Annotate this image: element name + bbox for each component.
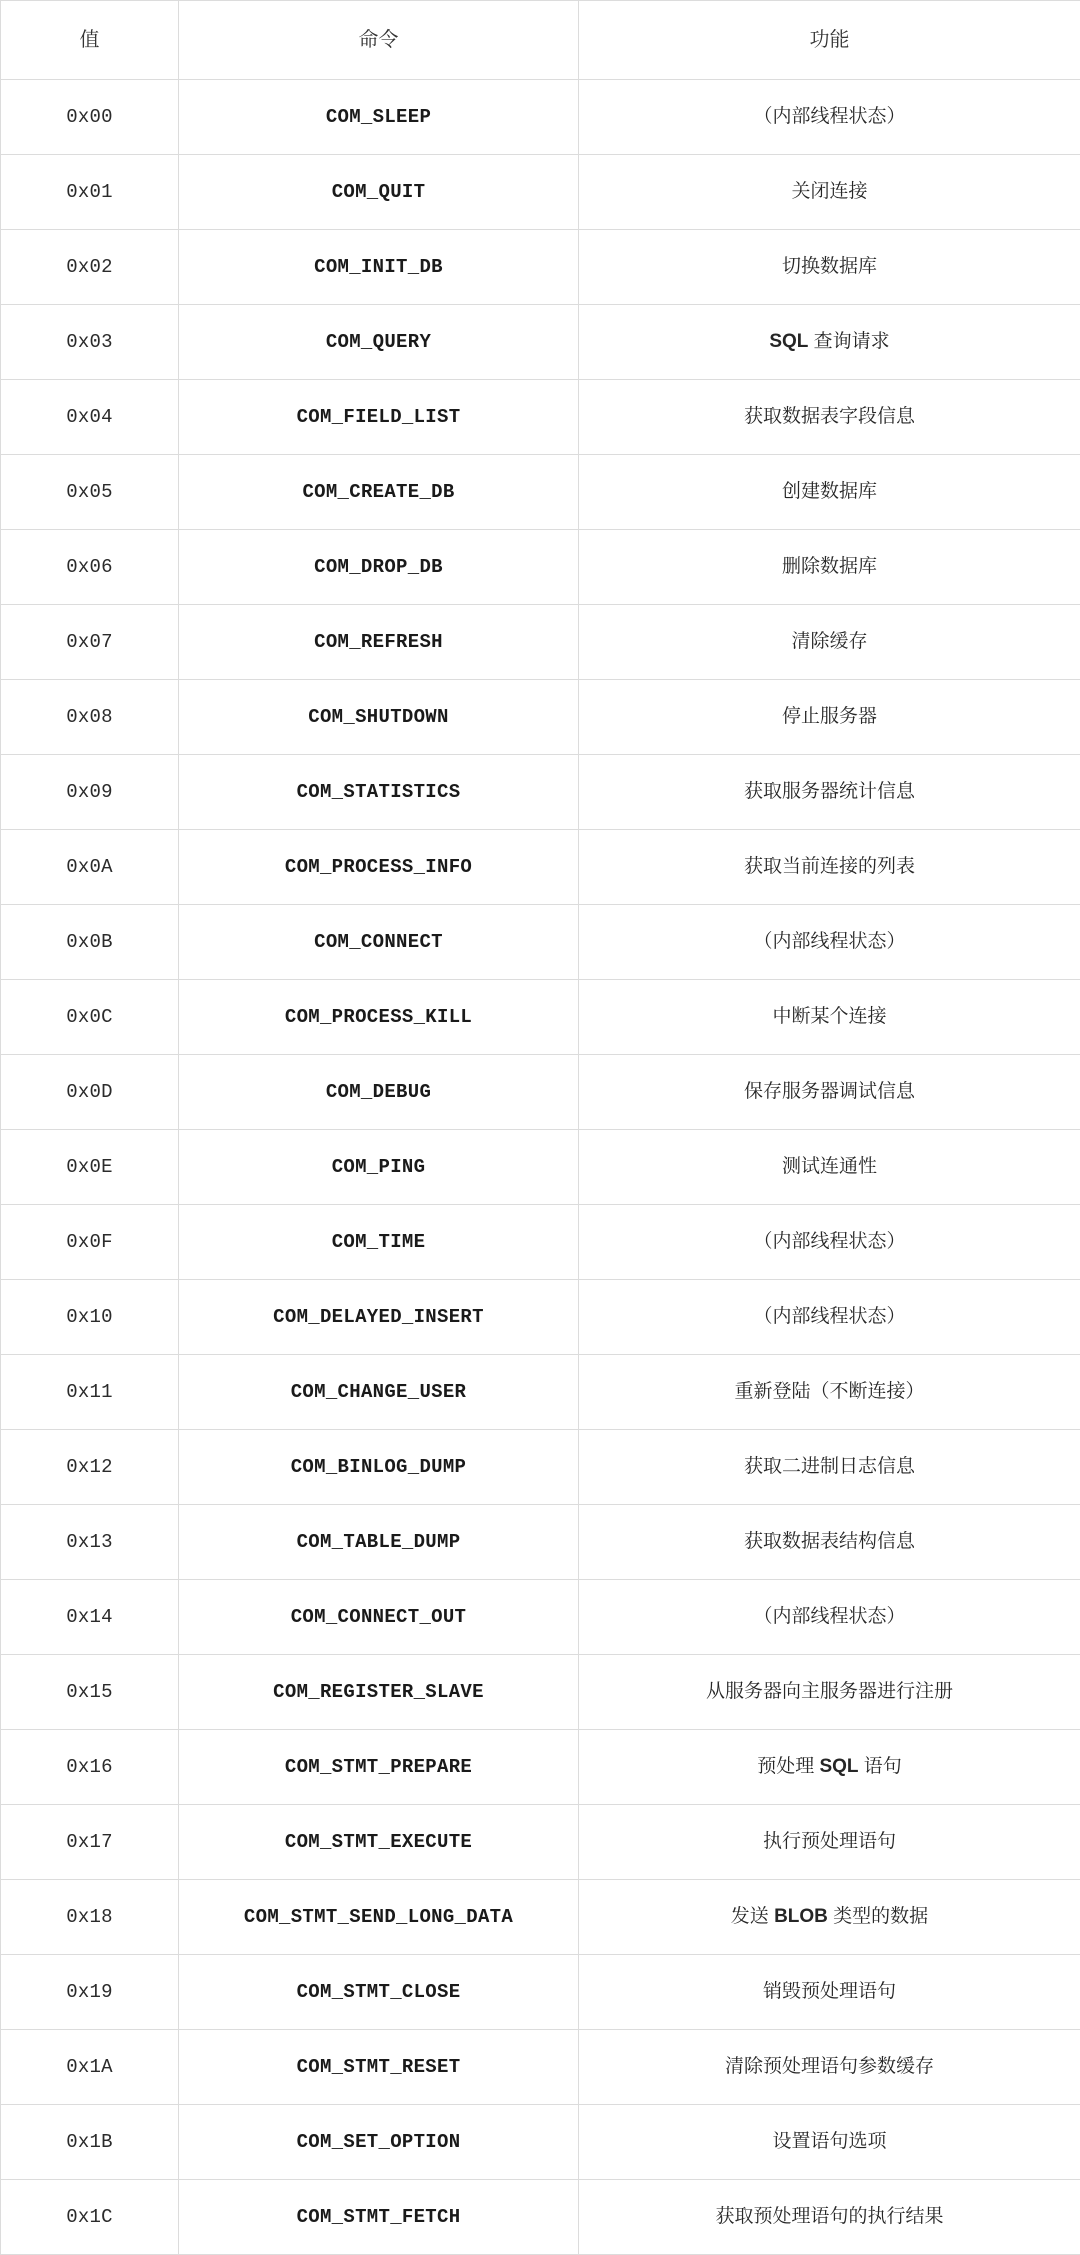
cell-value: 0x12 [1, 1430, 179, 1505]
table-row [1, 80, 1080, 155]
cell-command: COM_DROP_DB [179, 530, 579, 605]
cell-value: 0x02 [1, 230, 179, 305]
cell-value: 0x16 [1, 1730, 179, 1805]
table-row [1, 380, 1080, 455]
cell-function: 获取数据表结构信息 [579, 1505, 1080, 1580]
table-row [1, 680, 1080, 755]
table-row [1, 2180, 1080, 2255]
cell-command: COM_DELAYED_INSERT [179, 1280, 579, 1355]
cell-value: 0x17 [1, 1805, 179, 1880]
table-row [1, 830, 1080, 905]
cell-value: 0x1A [1, 2030, 179, 2105]
cell-value: 0x1C [1, 2180, 179, 2255]
cell-value: 0x08 [1, 680, 179, 755]
cell-value: 0x14 [1, 1580, 179, 1655]
cell-function: 创建数据库 [579, 455, 1080, 530]
table-row [1, 1205, 1080, 1280]
table-row [1, 455, 1080, 530]
table-row [1, 1805, 1080, 1880]
table-row [1, 1880, 1080, 1955]
cell-command: COM_SLEEP [179, 80, 579, 155]
cell-value: 0x13 [1, 1505, 179, 1580]
cell-function: SQL 查询请求 [579, 305, 1080, 380]
cell-function: 测试连通性 [579, 1130, 1080, 1205]
cell-value: 0x0C [1, 980, 179, 1055]
cell-value: 0x0F [1, 1205, 179, 1280]
cell-command: COM_CONNECT [179, 905, 579, 980]
cell-function: 销毁预处理语句 [579, 1955, 1080, 2030]
cell-function: （内部线程状态） [579, 1580, 1080, 1655]
cell-command: COM_TABLE_DUMP [179, 1505, 579, 1580]
cell-command: COM_STMT_SEND_LONG_DATA [179, 1880, 579, 1955]
cell-function: 停止服务器 [579, 680, 1080, 755]
cell-command: COM_REGISTER_SLAVE [179, 1655, 579, 1730]
cell-value: 0x06 [1, 530, 179, 605]
cell-command: COM_STMT_PREPARE [179, 1730, 579, 1805]
cell-command: COM_CHANGE_USER [179, 1355, 579, 1430]
cell-command: COM_SET_OPTION [179, 2105, 579, 2180]
cell-command: COM_BINLOG_DUMP [179, 1430, 579, 1505]
cell-value: 0x11 [1, 1355, 179, 1430]
table-body [1, 80, 1080, 2255]
column-header-function: 功能 [579, 1, 1080, 80]
column-header-value: 值 [1, 1, 179, 80]
table-row [1, 1580, 1080, 1655]
cell-value: 0x05 [1, 455, 179, 530]
table-row [1, 1655, 1080, 1730]
cell-function: 获取二进制日志信息 [579, 1430, 1080, 1505]
cell-value: 0x04 [1, 380, 179, 455]
cell-command: COM_TIME [179, 1205, 579, 1280]
cell-value: 0x03 [1, 305, 179, 380]
cell-command: COM_INIT_DB [179, 230, 579, 305]
cell-function: 清除预处理语句参数缓存 [579, 2030, 1080, 2105]
cell-command: COM_STATISTICS [179, 755, 579, 830]
table-row [1, 755, 1080, 830]
cell-function: （内部线程状态） [579, 80, 1080, 155]
table-row [1, 2030, 1080, 2105]
cell-value: 0x09 [1, 755, 179, 830]
table-row [1, 530, 1080, 605]
table-row [1, 2105, 1080, 2180]
cell-value: 0x0B [1, 905, 179, 980]
cell-command: COM_STMT_RESET [179, 2030, 579, 2105]
cell-function: 发送 BLOB 类型的数据 [579, 1880, 1080, 1955]
cell-value: 0x15 [1, 1655, 179, 1730]
cell-function: 中断某个连接 [579, 980, 1080, 1055]
cell-function: 获取服务器统计信息 [579, 755, 1080, 830]
cell-command: COM_STMT_EXECUTE [179, 1805, 579, 1880]
cell-function: 切换数据库 [579, 230, 1080, 305]
cell-value: 0x0D [1, 1055, 179, 1130]
cell-command: COM_STMT_CLOSE [179, 1955, 579, 2030]
cell-function: 预处理 SQL 语句 [579, 1730, 1080, 1805]
cell-value: 0x01 [1, 155, 179, 230]
cell-function: 删除数据库 [579, 530, 1080, 605]
cell-function: 关闭连接 [579, 155, 1080, 230]
cell-function: 保存服务器调试信息 [579, 1055, 1080, 1130]
cell-value: 0x18 [1, 1880, 179, 1955]
table-row [1, 1955, 1080, 2030]
cell-function: 获取数据表字段信息 [579, 380, 1080, 455]
cell-function: （内部线程状态） [579, 1280, 1080, 1355]
cell-value: 0x07 [1, 605, 179, 680]
cell-function: 重新登陆（不断连接） [579, 1355, 1080, 1430]
cell-command: COM_QUIT [179, 155, 579, 230]
table-row [1, 1355, 1080, 1430]
cell-function: 从服务器向主服务器进行注册 [579, 1655, 1080, 1730]
column-header-command: 命令 [179, 1, 579, 80]
cell-function: 清除缓存 [579, 605, 1080, 680]
table-header-row [1, 1, 1080, 80]
table-header [1, 1, 1080, 80]
cell-value: 0x10 [1, 1280, 179, 1355]
table-row [1, 1055, 1080, 1130]
cell-value: 0x0A [1, 830, 179, 905]
table-row [1, 980, 1080, 1055]
cell-command: COM_REFRESH [179, 605, 579, 680]
table-row [1, 1430, 1080, 1505]
cell-function: 获取当前连接的列表 [579, 830, 1080, 905]
cell-command: COM_CONNECT_OUT [179, 1580, 579, 1655]
cell-command: COM_CREATE_DB [179, 455, 579, 530]
cell-function: （内部线程状态） [579, 905, 1080, 980]
cell-value: 0x00 [1, 80, 179, 155]
cell-function: 获取预处理语句的执行结果 [579, 2180, 1080, 2255]
table-row [1, 605, 1080, 680]
cell-value: 0x19 [1, 1955, 179, 2030]
cell-command: COM_QUERY [179, 305, 579, 380]
table-row [1, 1730, 1080, 1805]
table-row [1, 305, 1080, 380]
cell-function: （内部线程状态） [579, 1205, 1080, 1280]
cell-command: COM_PROCESS_INFO [179, 830, 579, 905]
table-row [1, 1130, 1080, 1205]
table-row [1, 230, 1080, 305]
table-row [1, 1505, 1080, 1580]
table-row [1, 1280, 1080, 1355]
cell-function: 执行预处理语句 [579, 1805, 1080, 1880]
cell-function: 设置语句选项 [579, 2105, 1080, 2180]
cell-command: COM_SHUTDOWN [179, 680, 579, 755]
cell-command: COM_PING [179, 1130, 579, 1205]
table-row [1, 905, 1080, 980]
cell-value: 0x1B [1, 2105, 179, 2180]
cell-value: 0x0E [1, 1130, 179, 1205]
cell-command: COM_STMT_FETCH [179, 2180, 579, 2255]
cell-command: COM_DEBUG [179, 1055, 579, 1130]
table-row [1, 155, 1080, 230]
cell-command: COM_PROCESS_KILL [179, 980, 579, 1055]
cell-command: COM_FIELD_LIST [179, 380, 579, 455]
